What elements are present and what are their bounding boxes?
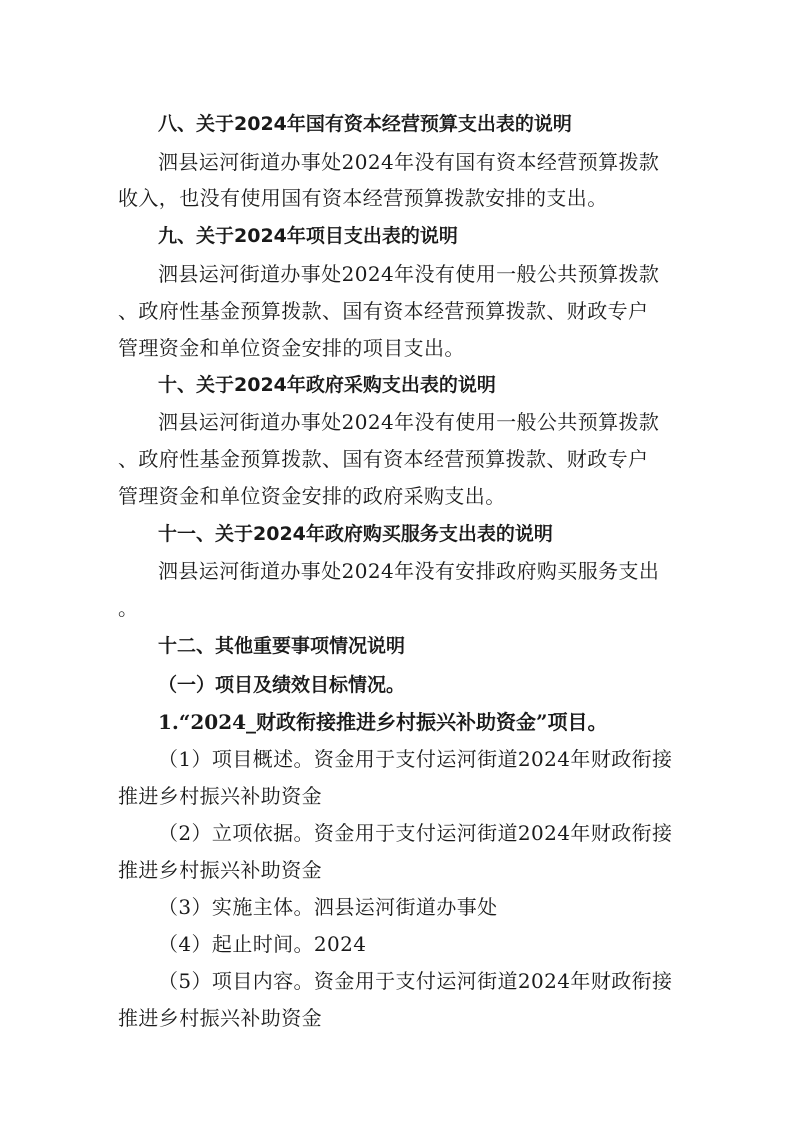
- project-item-5-continued: 推进乡村振兴补助资金: [118, 1006, 322, 1030]
- section-8-heading: 八、关于2024年国有资本经营预算支出表的说明: [158, 113, 572, 135]
- subsection-projects-heading: （一）项目及绩效目标情况。: [158, 674, 406, 696]
- project-title: 1.“2024_财政衔接推进乡村振兴补助资金”项目。: [158, 710, 608, 734]
- project-item-2: （2）立项依据。资金用于支付运河街道2024年财政衔接: [158, 821, 673, 845]
- section-10-heading: 十、关于2024年政府采购支出表的说明: [158, 374, 496, 396]
- project-item-3: （3）实施主体。泗县运河街道办事处: [158, 895, 498, 919]
- section-9-text-line-2: 、政府性基金预算拨款、国有资本经营预算拨款、财政专户: [118, 299, 649, 323]
- section-8-text-line-1: 泗县运河街道办事处2024年没有国有资本经营预算拨款: [158, 150, 660, 174]
- section-12-heading: 十二、其他重要事项情况说明: [158, 635, 406, 657]
- section-8-text-line-2: 收入，也没有使用国有资本经营预算拨款安排的支出。: [118, 186, 608, 210]
- section-9-text-line-3: 管理资金和单位资金安排的项目支出。: [118, 336, 465, 360]
- project-item-1: （1）项目概述。资金用于支付运河街道2024年财政衔接: [158, 747, 673, 771]
- section-11-heading: 十一、关于2024年政府购买服务支出表的说明: [158, 523, 553, 545]
- project-item-2-continued: 推进乡村振兴补助资金: [118, 858, 322, 882]
- project-item-4: （4）起止时间。2024: [158, 932, 367, 956]
- section-10-text-line-2: 、政府性基金预算拨款、国有资本经营预算拨款、财政专户: [118, 447, 649, 471]
- section-9-heading: 九、关于2024年项目支出表的说明: [158, 225, 458, 247]
- section-11-text-line-1: 泗县运河街道办事处2024年没有安排政府购买服务支出: [158, 559, 660, 583]
- project-item-5: （5）项目内容。资金用于支付运河街道2024年财政衔接: [158, 969, 673, 993]
- section-11-text-line-2: 。: [118, 596, 139, 620]
- section-10-text-line-1: 泗县运河街道办事处2024年没有使用一般公共预算拨款: [158, 410, 660, 434]
- section-9-text-line-1: 泗县运河街道办事处2024年没有使用一般公共预算拨款: [158, 262, 660, 286]
- project-item-1-continued: 推进乡村振兴补助资金: [118, 784, 322, 808]
- section-10-text-line-3: 管理资金和单位资金安排的政府采购支出。: [118, 484, 506, 508]
